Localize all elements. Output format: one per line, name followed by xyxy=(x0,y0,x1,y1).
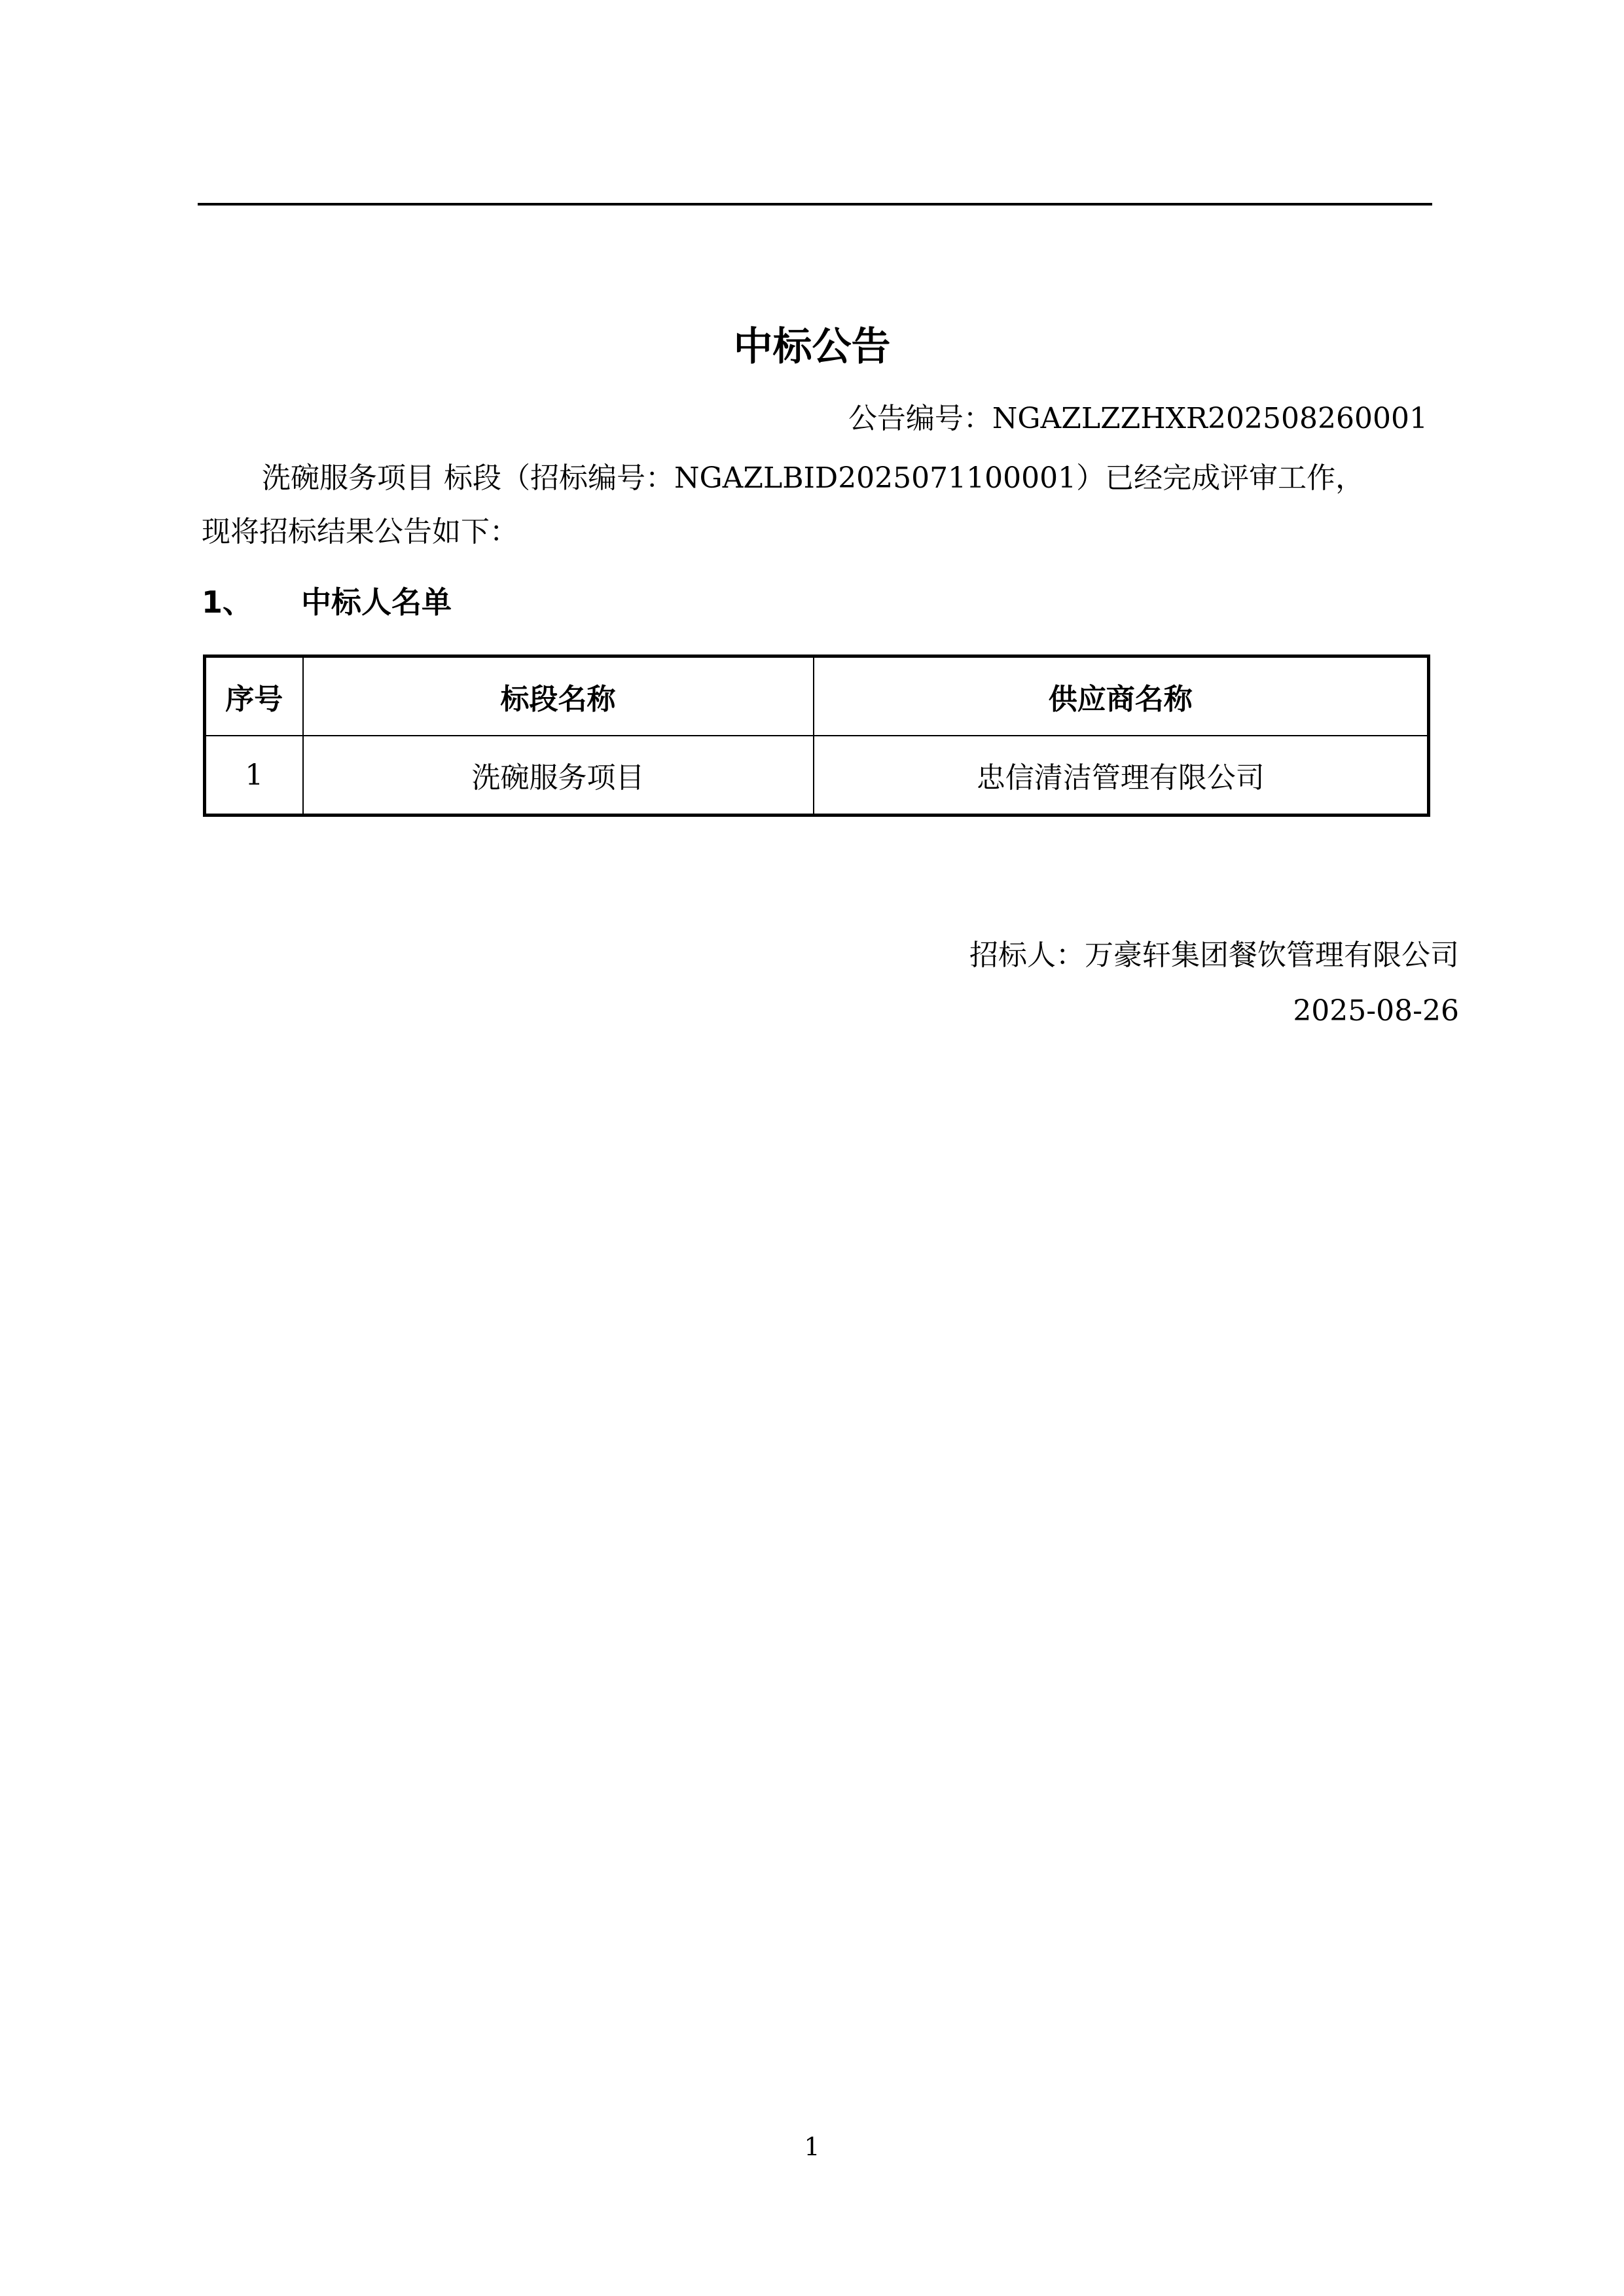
section-number: 1、 xyxy=(202,584,253,620)
header-seq: 序号 xyxy=(205,656,303,736)
intro-line-2: 现将招标结果公告如下： xyxy=(202,515,518,548)
intro-paragraph xyxy=(202,452,1432,559)
header-rule xyxy=(198,203,1432,206)
cell-supplier-name: 忠信清洁管理有限公司 xyxy=(814,736,1429,816)
winners-table xyxy=(203,655,1430,817)
section-title: 中标人名单 xyxy=(301,584,452,620)
section-heading xyxy=(202,579,452,625)
issue-date: 2025-08-26 xyxy=(1293,994,1459,1028)
page-number: 1 xyxy=(804,2132,820,2161)
document-title: 中标公告 xyxy=(733,324,891,370)
issuer: 招标人：万豪轩集团餐饮管理有限公司 xyxy=(969,939,1459,972)
intro-line-1: 洗碗服务项目 标段（招标编号：NGAZLBID2025071100001）已经完成评审工作， xyxy=(262,461,1365,495)
cell-lot-name: 洗碗服务项目 xyxy=(303,736,814,816)
header-supplier-name: 供应商名称 xyxy=(814,656,1429,736)
table-header-row xyxy=(205,656,1429,736)
table-row xyxy=(205,736,1429,816)
header-lot-name: 标段名称 xyxy=(303,656,814,736)
cell-seq: 1 xyxy=(205,736,303,816)
notice-number: 公告编号：NGAZLZZHXR202508260001 xyxy=(848,402,1428,435)
